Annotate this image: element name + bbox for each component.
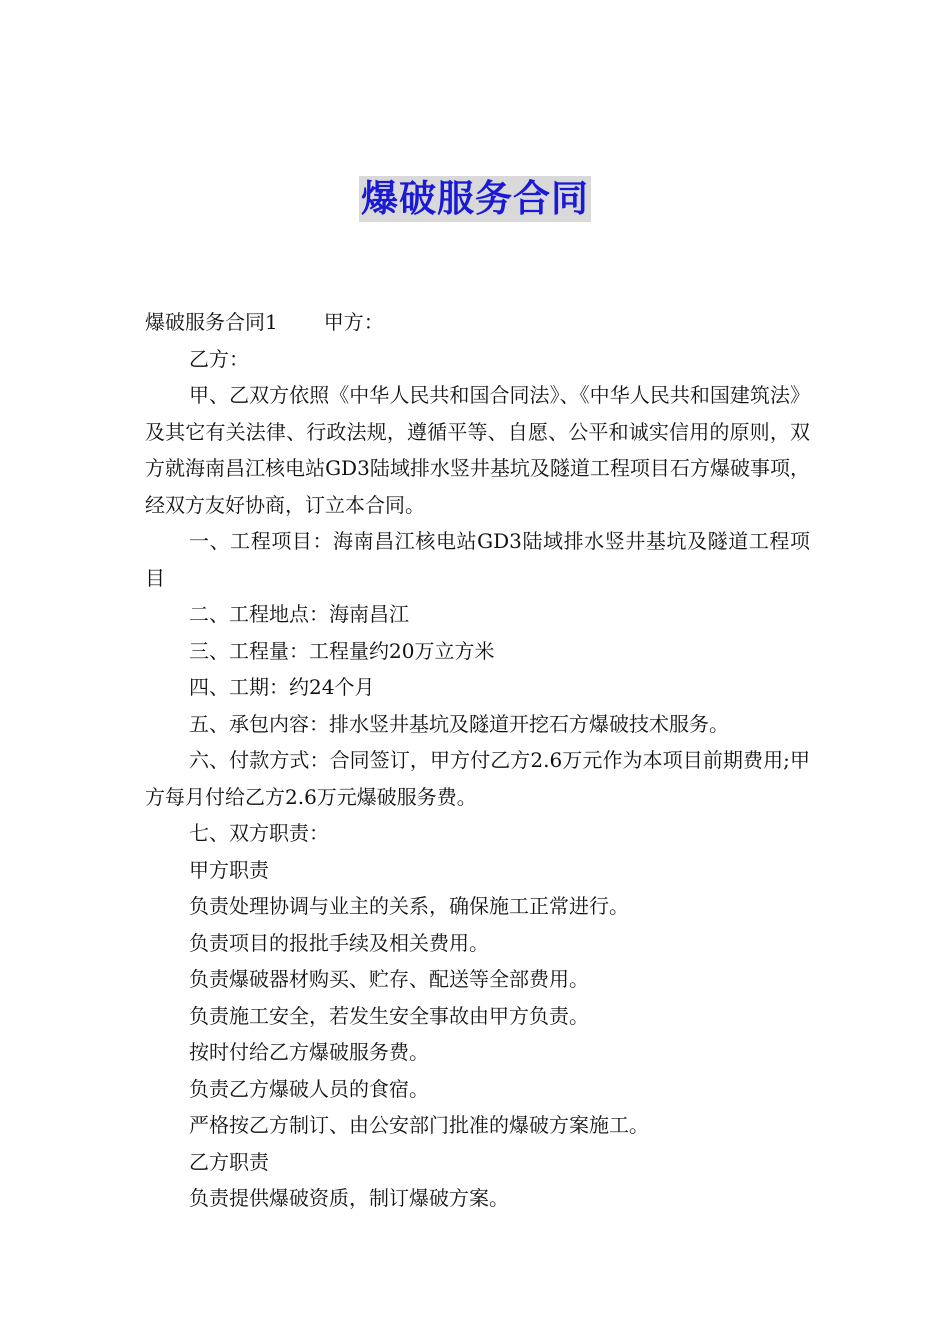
party-a-duty-item: 严格按乙方制订、由公安部门批准的爆破方案施工。 <box>189 1113 649 1137</box>
party-a-duty-item: 负责爆破器材购买、贮存、配送等全部费用。 <box>189 967 589 991</box>
party-a-duty-item: 负责施工安全，若发生安全事故由甲方负责。 <box>189 1003 589 1028</box>
clause-duties: 七、双方职责： <box>189 821 329 845</box>
clause-quantity: 三、工程量：工程量约20万立方米 <box>189 638 495 663</box>
party-a-duty-item: 负责处理协调与业主的关系，确保施工正常进行。 <box>189 894 629 918</box>
document-body <box>145 304 810 1217</box>
party-a-duty-item: 负责项目的报批手续及相关费用。 <box>189 930 489 955</box>
party-b-label: 乙方： <box>189 346 249 371</box>
party-a-duty-item: 负责乙方爆破人员的食宿。 <box>189 1076 429 1101</box>
clause-duration: 四、工期：约24个月 <box>189 675 375 699</box>
party-b-duty-item: 负责提供爆破资质，制订爆破方案。 <box>189 1186 509 1210</box>
contract-heading-line <box>145 304 810 341</box>
contract-label: 爆破服务合同1 <box>145 310 278 334</box>
party-b-duties-heading: 乙方职责 <box>189 1149 269 1174</box>
clause-location: 二、工程地点：海南昌江 <box>189 602 409 626</box>
title-container <box>0 176 950 222</box>
clause-project: 一、工程项目：海南昌江核电站GD3陆域排水竖井基坑及隧道工程项目 <box>145 529 810 590</box>
clause-scope: 五、承包内容：排水竖井基坑及隧道开挖石方爆破技术服务。 <box>189 711 729 736</box>
party-a-duty-item: 按时付给乙方爆破服务费。 <box>189 1040 429 1064</box>
party-a-label: 甲方： <box>323 310 384 334</box>
clause-payment: 六、付款方式：合同签订，甲方付乙方2.6万元作为本项目前期费用;甲方每月付给乙方2.6万元爆破服务费。 <box>145 748 810 809</box>
party-a-duties-heading: 甲方职责 <box>189 857 269 882</box>
preamble-paragraph: 甲、乙双方依照《中华人民共和国合同法》、《中华人民共和国建筑法》及其它有关法律、行政法规，遵循平等、自愿、公平和诚实信用的原则，双方就海南昌江核电站GD3陆域排水竖井基坑及隧道工程项目石方爆破事项，经双方友好协商，订立本合同。 <box>145 383 810 517</box>
document-title: 爆破服务合同 <box>361 177 589 220</box>
